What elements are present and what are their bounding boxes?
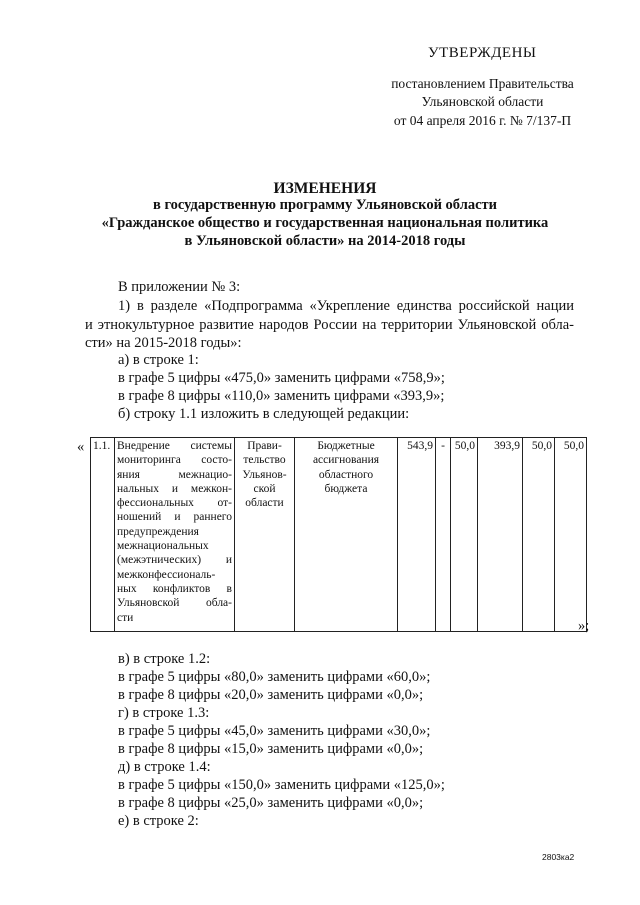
source-line: ассигнования bbox=[312, 454, 380, 467]
desc-line: ных конфликтов в bbox=[117, 582, 232, 595]
program-table bbox=[90, 437, 587, 632]
item1-text-line2: и этнокультурное развитие народов России на территории Ульяновской обла- bbox=[85, 317, 574, 333]
item-b-row: б) строку 1.1 изложить в следующей редакции: bbox=[118, 406, 410, 422]
desc-line: межконфессиональ- bbox=[117, 568, 216, 581]
document-stamp: 2803ка2 bbox=[542, 852, 575, 862]
item-v-col5: в графе 5 цифры «80,0» заменить цифрами «60,0»; bbox=[118, 669, 431, 685]
item-g-col8: в графе 8 цифры «15,0» заменить цифрами «0,0»; bbox=[118, 741, 424, 757]
cell-executor bbox=[235, 438, 295, 632]
desc-line: сти bbox=[117, 611, 134, 624]
desc-line: яния межнацио- bbox=[117, 468, 232, 481]
cell-value-2018: 50,0 bbox=[555, 438, 587, 632]
item-a-col8: в графе 8 цифры «110,0» заменить цифрами «393,9»; bbox=[118, 388, 445, 404]
source-line: Бюджетные bbox=[317, 440, 375, 452]
approval-line-decree: постановлением Правительства bbox=[391, 76, 574, 91]
cell-value-2017: 50,0 bbox=[523, 438, 555, 632]
desc-line: Ульяновской обла- bbox=[117, 597, 232, 610]
cell-value-2016: 393,9 bbox=[478, 438, 523, 632]
desc-line: (межэтнических) и bbox=[117, 554, 232, 567]
approved-heading: УТВЕРЖДЕНЫ bbox=[428, 45, 537, 61]
desc-line: нальных и межкон- bbox=[117, 482, 232, 495]
appendix-intro: В приложении № 3: bbox=[118, 279, 241, 295]
item-a-row: а) в строке 1: bbox=[118, 352, 199, 368]
item-v-col8: в графе 8 цифры «20,0» заменить цифрами «0,0»; bbox=[118, 687, 424, 703]
desc-line: межнациональных bbox=[117, 540, 209, 553]
item-d-col5: в графе 5 цифры «150,0» заменить цифрами «125,0»; bbox=[118, 777, 445, 793]
desc-line: Внедрение системы bbox=[117, 440, 232, 452]
desc-line: мониторинга состо- bbox=[117, 454, 232, 467]
cell-value-total: 543,9 bbox=[398, 438, 436, 632]
item-d-col8: в графе 8 цифры «25,0» заменить цифрами «0,0»; bbox=[118, 795, 424, 811]
cell-funding-source bbox=[295, 438, 398, 632]
title-line-name: «Гражданское общество и государственная национальная политика bbox=[101, 215, 549, 231]
executor-line: ской bbox=[253, 482, 276, 495]
item-e-row: е) в строке 2: bbox=[118, 813, 199, 829]
document-title: ИЗМЕНЕНИЯ bbox=[273, 180, 377, 197]
executor-line: области bbox=[245, 497, 284, 510]
table-row bbox=[91, 438, 587, 632]
item-v-row: в) в строке 1.2: bbox=[118, 651, 211, 667]
cell-description bbox=[115, 438, 235, 632]
source-line: областного bbox=[318, 468, 374, 481]
title-line-years: в Ульяновской области» на 2014-2018 годы bbox=[184, 233, 466, 249]
desc-line: ношений и раннего bbox=[117, 511, 232, 524]
approval-line-region: Ульяновской области bbox=[421, 94, 544, 109]
item-d-row: д) в строке 1.4: bbox=[118, 759, 211, 775]
desc-line: предупреждения bbox=[117, 525, 199, 538]
item1-text-line3: сти» на 2015-2018 годы»: bbox=[85, 335, 242, 351]
cell-row-number: 1.1. bbox=[91, 438, 115, 632]
approval-line-date: от 04 апреля 2016 г. № 7/137-П bbox=[393, 113, 572, 128]
executor-line: Прави- bbox=[247, 440, 282, 452]
cell-value-2014: - bbox=[436, 438, 451, 632]
executor-line: тельство bbox=[243, 454, 286, 467]
executor-line: Ульянов- bbox=[242, 468, 287, 481]
source-line: бюджета bbox=[324, 482, 368, 495]
item-a-col5: в графе 5 цифры «475,0» заменить цифрами «758,9»; bbox=[118, 370, 445, 386]
desc-line: фессиональных от- bbox=[117, 497, 232, 510]
table-close-quote: »; bbox=[578, 618, 590, 634]
title-line-program: в государственную программу Ульяновской области bbox=[152, 197, 497, 213]
table-open-quote: « bbox=[77, 439, 85, 455]
cell-value-2015: 50,0 bbox=[451, 438, 478, 632]
item-g-col5: в графе 5 цифры «45,0» заменить цифрами «30,0»; bbox=[118, 723, 431, 739]
item-g-row: г) в строке 1.3: bbox=[118, 705, 210, 721]
item1-text-line1: 1) в разделе «Подпрограмма «Укрепление единства российской нации bbox=[118, 298, 574, 314]
